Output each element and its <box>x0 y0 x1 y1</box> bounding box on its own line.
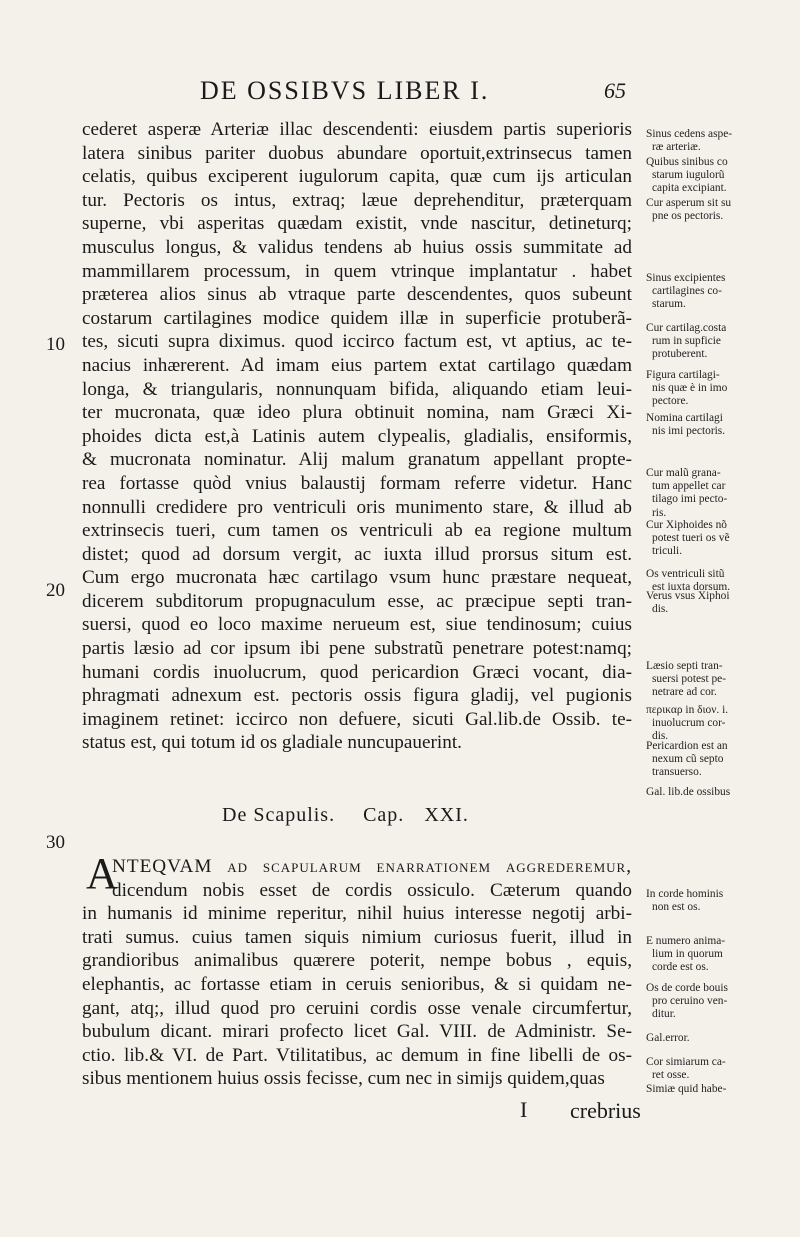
marginal-note-line: Simiæ quid habe- <box>646 1083 727 1095</box>
text-line: latera sinibus pariter duobus abundare oportuit,extrinsecus tamen <box>82 142 632 164</box>
text-line: tes, sicuti supra diximus. quod iccirco factum est, vt aptius, ac te- <box>82 331 632 353</box>
marginal-note-line: rum in supficie <box>652 335 721 348</box>
signature-mark: I <box>520 1097 528 1122</box>
text-line: grandioribus animalibus quærere poterit, nempe bobus , equis, <box>82 950 632 972</box>
marginal-note-line: Cur asperum sit su <box>646 197 732 209</box>
marginal-note-line: ræ arteriæ. <box>652 141 701 154</box>
marginal-note-line: Cur Xiphoides nõ <box>646 519 727 531</box>
text-line: sibus mentionem huius ossis fecisse, cum nec in simijs quidem,quas <box>82 1068 605 1090</box>
text-line: celatis, quibus exciperent iugulorum capita, quæ cum ijs articulan <box>82 166 632 188</box>
marginal-note-line: pectore. <box>652 395 689 408</box>
marginal-note-line: nis imi pectoris. <box>652 425 726 438</box>
marginal-note-line: Pericardion est an <box>646 740 728 752</box>
marginal-note-line: lium in quorum <box>652 948 723 961</box>
marginal-note-line: nexum cũ septo <box>652 753 724 766</box>
text-line: cederet asperæ Arteriæ illac descendenti: eiusdem partis superioris <box>82 119 632 140</box>
text-line: extrinsecis tueri, cum tamen os ventriculi ab ea regione multum <box>82 520 632 542</box>
marginal-note <box>646 740 798 780</box>
marginal-note-line: suersi potest pe- <box>652 673 727 686</box>
text-line: tur. Pectoris os intus, extraq; læue deprehenditur, præterquam <box>82 189 632 211</box>
marginal-note-line: ret osse. <box>652 1069 690 1082</box>
marginal-note-line: dis. <box>652 603 669 616</box>
text-line: humani cordis inuolucrum, quod pericardion Græci vocant, dia- <box>82 661 632 683</box>
marginal-note-line: Læsio septi tran- <box>646 660 723 672</box>
text-line: rea fortasse quòd vnius balaustij formam referre videtur. Hanc <box>82 472 632 494</box>
marginal-note <box>646 704 798 744</box>
marginal-note-line: transuerso. <box>652 766 702 779</box>
text-line: status est, qui totum id os gladiale nuncupauerint. <box>82 732 462 754</box>
marginal-note-line: Os ventriculi sitũ <box>646 568 725 580</box>
text-line: NTEQVAM ad scapularum enarrationem aggrederemur, <box>112 856 632 877</box>
marginal-note-line: dis. <box>652 730 669 743</box>
marginal-note-line: netrare ad cor. <box>652 686 717 699</box>
marginal-note <box>646 982 798 1022</box>
text-line: phoides dicta est,à Latinis autem clypealis, gladialis, ensiformis, <box>82 425 632 447</box>
marginal-note-line: tilago imi pecto- <box>652 493 728 506</box>
text-line: elephantis, ac fortasse etiam in ceruis senioribus, & si quidam ne- <box>82 973 632 995</box>
marginal-note <box>646 156 798 196</box>
text-line: musculus longus, & validus tendens ab huius ossis summitate ad <box>82 236 632 258</box>
marginal-note <box>646 272 798 312</box>
marginal-note <box>646 369 798 409</box>
text-line: dicerem subditorum propugnaculum esse, ac præcipue septi tran- <box>82 590 632 612</box>
marginal-note-line: Sinus cedens aspe- <box>646 128 733 140</box>
marginal-note <box>646 1032 798 1045</box>
marginal-note-line: capita excipiant. <box>652 182 727 195</box>
text-line: dicendum nobis esset de cordis ossiculo. Cæterum quando <box>112 879 632 901</box>
text-line: phragmati adnexum est. pectoris ossis figura gladij, vel pugionis <box>82 685 632 707</box>
marginal-note <box>646 412 798 438</box>
marginal-note-line: Cur cartilag.costa <box>646 322 727 334</box>
text-line: nacius inhærerent. Ad imam eius partem extat cartilago quædam <box>82 354 632 376</box>
marginal-note <box>646 1083 798 1096</box>
marginal-note-line: Quibus sinibus co <box>646 156 728 168</box>
text-line: nonnulli credidere pro ventriculi oris munimento stare, & illud ab <box>82 496 632 518</box>
text-line: præterea alios sinus ab vtraque parte descendentes, quos subeunt <box>82 284 632 306</box>
marginal-note <box>646 786 798 799</box>
marginal-note-line: est iuxta dorsum. <box>652 581 731 594</box>
text-line: in humanis id minime reperitur, nihil huius interesse negotij arbi- <box>82 903 632 925</box>
marginal-note-line: Os de corde bouis <box>646 982 728 994</box>
text-line: superne, vbi asperitas quædam existit, vnde nascitur, detineturq; <box>82 213 632 235</box>
drop-capital: A <box>86 849 118 898</box>
marginal-note <box>646 888 798 914</box>
marginal-note-line: potest tueri os vẽ <box>652 532 730 545</box>
marginal-note-line: Gal.error. <box>646 1032 690 1044</box>
text-line: suersi, quod eo loco maxime nerueum est, siue tendinosum; cuius <box>82 614 632 636</box>
marginal-note <box>646 1056 798 1082</box>
line-number-20: 20 <box>46 580 65 601</box>
marginal-note-line: pne os pectoris. <box>652 210 724 223</box>
main-text-block-1 <box>82 118 632 755</box>
marginal-note <box>646 467 798 520</box>
chapter-number: XXI. <box>424 804 469 826</box>
marginal-note-line: Cur malũ grana- <box>646 467 721 479</box>
marginal-note-line: corde est os. <box>652 961 709 974</box>
line-number-10: 10 <box>46 334 65 355</box>
marginal-note-line: E numero anima- <box>646 935 726 947</box>
marginal-note-line: nis quæ è in imo <box>652 382 728 395</box>
text-line: bubulum dicant. mirari profecto licet Gal. VIII. de Administr. Se- <box>82 1021 632 1043</box>
marginal-note-line: Nomina cartilagi <box>646 412 723 424</box>
marginal-note <box>646 197 798 223</box>
chapter-cap-label: Cap. <box>363 804 405 826</box>
marginal-note-line: non est os. <box>652 901 701 914</box>
chapter-title: De Scapulis. <box>222 804 336 826</box>
marginal-note-line: tum appellet car <box>652 480 726 493</box>
marginal-note <box>646 935 798 975</box>
main-text-block-2 <box>82 855 632 1091</box>
text-line: mammillarem processum, in quem vtrinque implantatur . habet <box>82 260 632 282</box>
text-line: imaginem retinet: iccirco non defuere, sicuti Gal.lib.de Ossib. te- <box>82 708 632 730</box>
text-line: costarum cartilagines modice quidem illæ in superficie protuberã- <box>82 307 632 329</box>
text-line: ter mucronata, quæ ideo plura obtinuit nomina, nam Græci Xi- <box>82 402 632 424</box>
marginal-note-line: inuolucrum cor- <box>652 717 726 730</box>
marginal-note <box>646 590 798 616</box>
marginal-note-line: ditur. <box>652 1008 676 1021</box>
marginal-note <box>646 322 798 362</box>
text-line: ctio. lib.& VI. de Part. Vtilitatibus, ac demum in fine libelli de os- <box>82 1044 632 1066</box>
header-title: DE OSSIBVS LIBER I. <box>200 76 490 105</box>
marginal-note-line: pro ceruino ven- <box>652 995 728 1008</box>
text-line: distet; quod ad dorsum vergit, ac iuxta illud prorsus situm est. <box>82 543 632 565</box>
running-header <box>200 76 640 110</box>
marginal-note-line: περικαρ in διον. i. <box>646 704 729 716</box>
chapter-heading <box>222 804 469 827</box>
line-number-30: 30 <box>46 832 65 853</box>
marginal-note-line: Figura cartilagi- <box>646 369 720 381</box>
page-number: 65 <box>604 78 626 103</box>
marginal-note-line: Gal. lib.de ossibus <box>646 786 731 798</box>
marginal-note <box>646 128 798 154</box>
catchword: crebrius <box>570 1098 641 1123</box>
marginal-note-line: cartilagines co- <box>652 285 722 298</box>
marginal-note-line: In corde hominis <box>646 888 724 900</box>
marginal-note-line: ris. <box>652 506 667 519</box>
marginal-note-line: Sinus excipientes <box>646 272 726 284</box>
text-line: partis læsio ad cor ipsum ibi pene substratũ penetrare potest:namq; <box>82 638 632 660</box>
text-line: gant, atq;, illud quod pro ceruini cordis osse venale circumfertur, <box>82 997 632 1019</box>
marginal-note-line: protuberent. <box>652 348 708 361</box>
text-line: & mucronata nominatur. Alij malum granatum appellant propte- <box>82 449 632 471</box>
marginal-note-line: triculi. <box>652 545 683 558</box>
marginal-note <box>646 660 798 700</box>
text-line: trati sumus. cuius tamen siquis nimium curiosus fuerit, illud in <box>82 926 632 948</box>
marginal-note-line: Cor simiarum ca- <box>646 1056 726 1068</box>
marginal-note <box>646 519 798 559</box>
marginal-note-line: starum. <box>652 298 686 311</box>
text-line: longa, & triangularis, nonnunquam bifida, aliquando etiam leui- <box>82 378 632 400</box>
text-line: Cum ergo mucronata hæc cartilago vsum hunc præstare nequeat, <box>82 567 632 589</box>
marginal-note-line: starum iugulorũ <box>652 169 725 182</box>
marginal-note-line: Verus vsus Xiphoi <box>646 590 730 602</box>
